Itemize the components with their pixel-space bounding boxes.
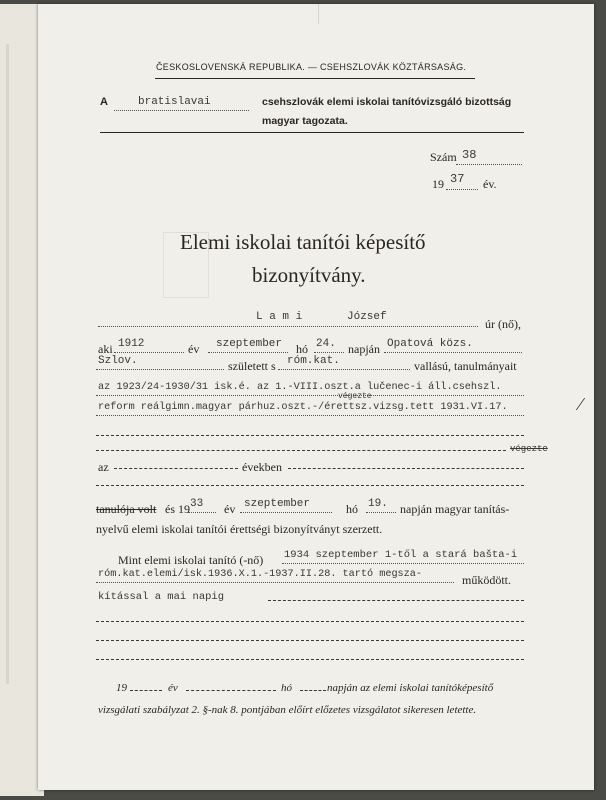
footer-text2: vizsgálati szabályzat 2. §-nak 8. pontjában előírt előzetes vizsgálatot sikeresen letette. bbox=[98, 704, 477, 716]
career-dashline3 bbox=[268, 600, 524, 601]
committee-line1: csehszlovák elemi iskolai tanítóvizsgáló bizottság bbox=[262, 96, 512, 108]
studies-dotline2 bbox=[96, 415, 524, 416]
szam-label: Szám bbox=[430, 150, 457, 164]
vallasu-label: vallású, tanulmányait bbox=[414, 359, 517, 373]
title-line2: bizonyítvány. bbox=[252, 263, 366, 287]
footer-day-dash bbox=[300, 690, 326, 691]
evekben-dashline bbox=[288, 468, 524, 469]
exam-day: 19. bbox=[368, 498, 388, 510]
year-value: 37 bbox=[450, 172, 465, 186]
ur-label: úr (nő), bbox=[485, 317, 521, 331]
career-line2: róm.kat.elemi/isk.1936.X.1.-1937.II.28. tartó megsza- bbox=[98, 569, 423, 580]
surname: L a m i bbox=[256, 311, 303, 323]
exam-ev-label: év bbox=[224, 502, 236, 516]
studies-insert: végezte bbox=[338, 392, 372, 401]
year-prefix: 19 bbox=[432, 177, 444, 191]
birth-day-dotline bbox=[314, 352, 344, 353]
footer-ho: hó bbox=[281, 682, 292, 694]
dash-line-4 bbox=[96, 621, 524, 622]
slash-mark: ⁄ bbox=[579, 394, 583, 414]
career-dotline1 bbox=[282, 563, 524, 564]
exam-month: szeptember bbox=[244, 498, 311, 510]
birth-year-dotline bbox=[114, 352, 184, 353]
napjan-label: napján bbox=[348, 342, 380, 356]
city-dotline bbox=[114, 110, 249, 111]
country-dotline bbox=[96, 369, 224, 370]
szuletett-label: született s bbox=[228, 359, 276, 373]
dash-line-6 bbox=[96, 659, 524, 660]
career-line1: 1934 szeptember 1-től a stará bašta-i bbox=[284, 549, 518, 561]
city-field: bratislavai bbox=[138, 96, 211, 108]
struck-word: végezte bbox=[510, 444, 548, 454]
a-label: A bbox=[100, 96, 108, 108]
studies-line2: reform reálgimn.magyar párhuz.oszt.-/érettsz.vizsg.tett 1931.VI.17. bbox=[98, 402, 508, 413]
footer-ev: év bbox=[168, 682, 178, 694]
birth-place: Opatová közs. bbox=[387, 338, 473, 350]
dash-line-5 bbox=[96, 640, 524, 641]
committee-line2: magyar tagozata. bbox=[262, 115, 348, 127]
year-suffix: év. bbox=[483, 177, 497, 191]
es-label: és 19 bbox=[165, 502, 190, 516]
ho-label: hó bbox=[296, 342, 308, 356]
year-dotline bbox=[446, 189, 478, 190]
name-dotline bbox=[98, 326, 478, 327]
birth-place-dotline bbox=[384, 352, 522, 353]
header-rule bbox=[100, 132, 524, 133]
career-line3: kítással a mai napig bbox=[98, 591, 225, 603]
career-dotline2 bbox=[96, 582, 454, 583]
footer-year-dash bbox=[130, 690, 162, 691]
exam-day-dotline bbox=[366, 512, 396, 513]
szam-value: 38 bbox=[462, 148, 477, 162]
mint-label: Mint elemi iskolai tanító (-nő) bbox=[118, 553, 264, 567]
title-line1: Elemi iskolai tanítói képesítő bbox=[180, 230, 426, 254]
exam-year-dotline bbox=[188, 512, 216, 513]
republic-underline bbox=[155, 78, 475, 79]
dash-line-3 bbox=[96, 485, 524, 486]
birth-month-dotline bbox=[208, 352, 288, 353]
dash-line-2 bbox=[96, 450, 506, 451]
exam-line2: nyelvű elemi iskolai tanítói érettségi bizonyítványt szerzett. bbox=[96, 522, 383, 536]
dash-line-1 bbox=[96, 435, 524, 436]
certificate-sheet bbox=[38, 4, 594, 790]
aki-label: aki bbox=[98, 342, 113, 356]
crease bbox=[318, 4, 319, 24]
religion: róm.kat. bbox=[287, 355, 340, 367]
studies-line1: az 1923/24-1930/31 isk.é. az 1.-VIII.oszt.a lučenec-i áll.csehszl. bbox=[98, 382, 502, 393]
footer-month-dash bbox=[186, 690, 276, 691]
evekben-label: években bbox=[242, 460, 282, 474]
birth-month: szeptember bbox=[216, 338, 283, 350]
exam-year: 33 bbox=[190, 498, 204, 510]
birth-day: 24. bbox=[316, 338, 336, 350]
mukodott-label: működött. bbox=[462, 573, 512, 587]
fold bbox=[6, 44, 9, 684]
ev-label: év bbox=[188, 342, 200, 356]
studies-dotline1 bbox=[96, 395, 524, 396]
birth-country: Szlov. bbox=[98, 355, 138, 367]
az-label: az bbox=[98, 460, 109, 474]
given-name: József bbox=[347, 311, 387, 323]
footer-text1: napján az elemi iskolai tanítóképesítő bbox=[327, 682, 494, 694]
exam-napjan-label: napján magyar tanítás- bbox=[400, 502, 510, 516]
religion-dotline bbox=[278, 369, 410, 370]
footer-year-prefix: 19 bbox=[116, 682, 127, 694]
az-dashline bbox=[114, 468, 238, 469]
birth-year: 1912 bbox=[118, 338, 145, 350]
tanuloja-struck: tanulója volt bbox=[96, 502, 157, 516]
szam-dotline bbox=[456, 164, 522, 165]
republic-header: ČESKOSLOVENSKÁ REPUBLIKA. — CSEHSZLOVÁK KÖZTÁRSASÁG. bbox=[156, 62, 467, 72]
exam-month-dotline bbox=[240, 512, 332, 513]
exam-ho-label: hó bbox=[346, 502, 358, 516]
